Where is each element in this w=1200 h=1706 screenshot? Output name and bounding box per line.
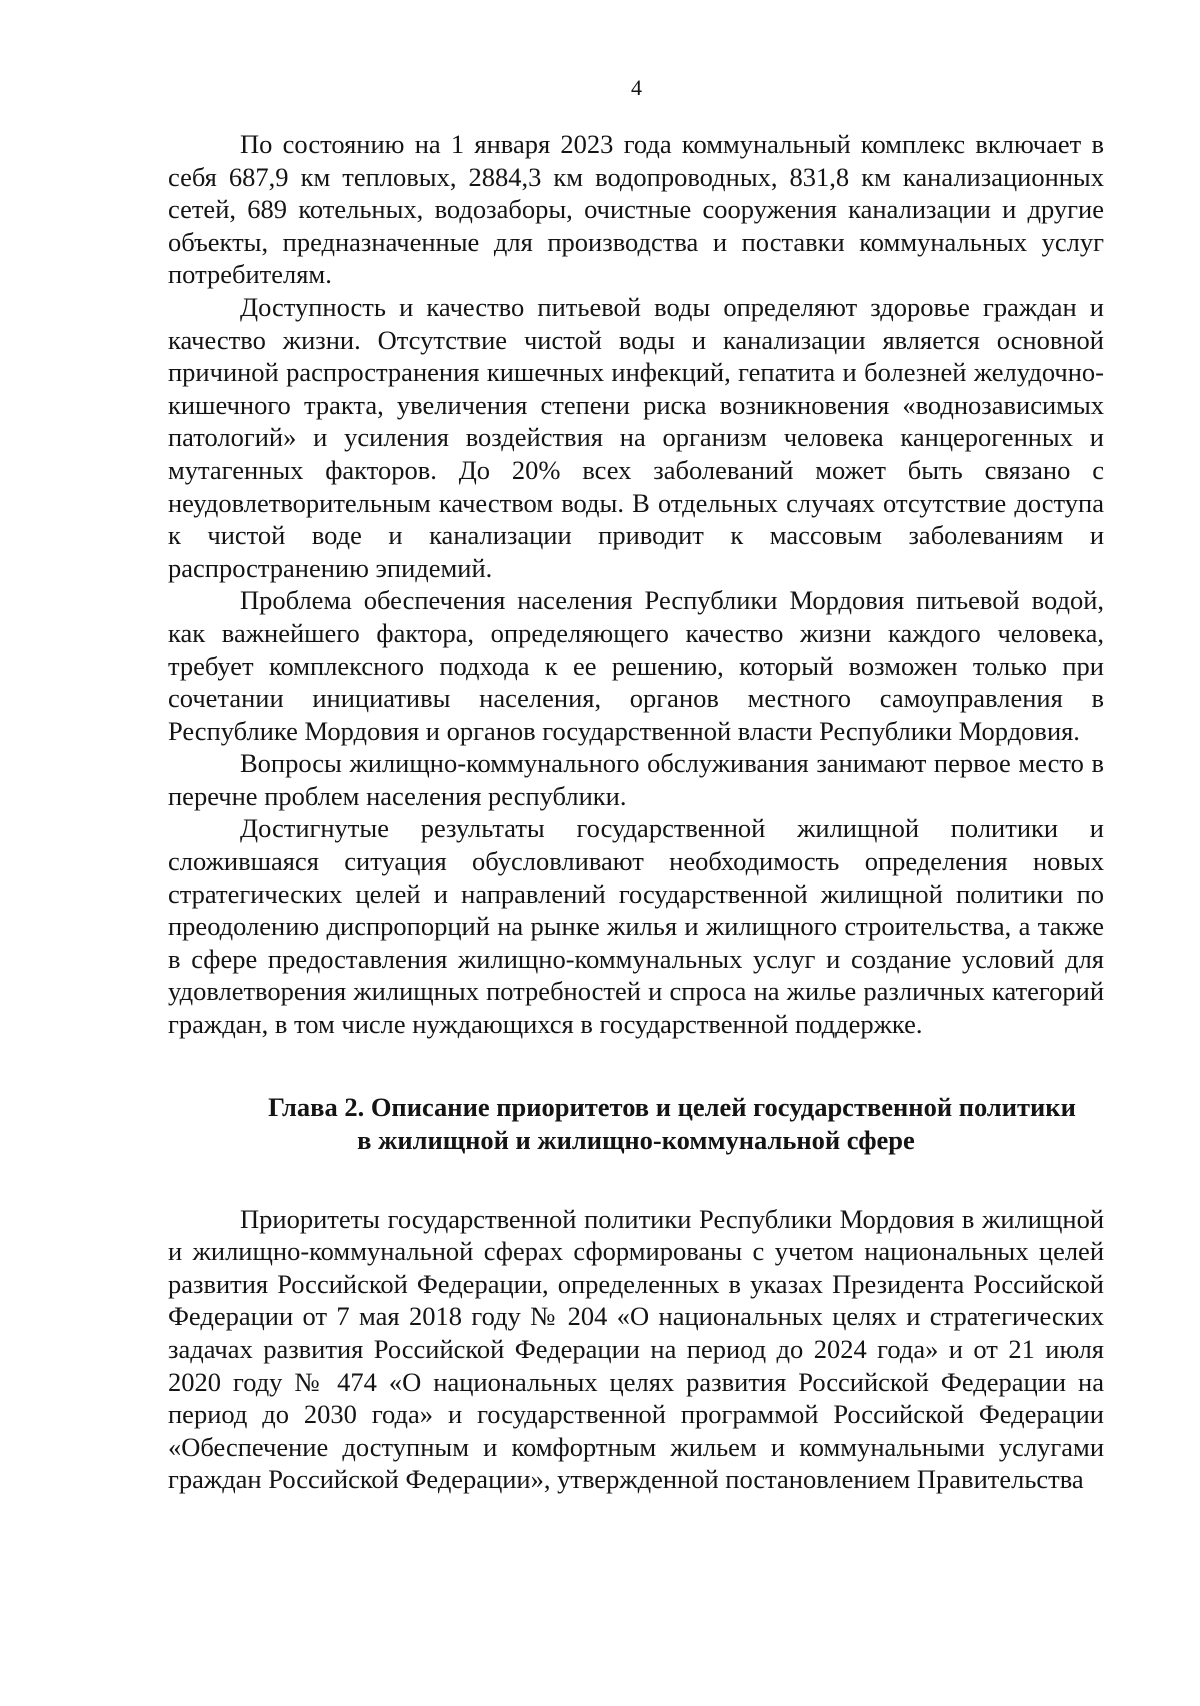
chapter-heading-line-2: в жилищной и жилищно-коммунальной сфере [357, 1124, 915, 1155]
chapter-heading [168, 1091, 1104, 1157]
paragraph-utility-complex: По состоянию на 1 января 2023 года коммунальный комплекс включает в себя 687,9 км тепловых, 2884,3 км водопроводных, 831,8 км канализационных сетей, 689 котельных, водозаборы, очистные сооружения канализации и другие объекты, предназначенные для производства и поставки коммунальных услуг потребителям. [168, 129, 1104, 290]
document-body [168, 128, 1104, 1496]
paragraph-water-supply-problem: Проблема обеспечения населения Республики Мордовия питьевой водой, как важнейшего фактора, определяющего качество жизни каждого человека, требует комплексного подхода к ее решению, который возможен только при сочетании инициативы населения, органов местного самоуправления в Республике Мордовия и органов государственной власти Республики Мордовия. [168, 585, 1104, 746]
paragraph-policy-priorities: Приоритеты государственной политики Республики Мордовия в жилищной и жилищно-коммунальной сферах сформированы с учетом национальных целей развития Российской Федерации, определенных в указах Президента Российской Федерации от 7 мая 2018 году № 204 «О национальных целях и стратегических задачах развития Российской Федерации на период до 2024 года» и от 21 июля 2020 году № 474 «О национальных целях развития Российской Федерации на период до 2030 года» и государственной программой Российской Федерации «Обеспечение доступным и комфортным жильем и коммунальными услугами граждан Российской Федерации», утвержденной постановлением Правительства [168, 1203, 1104, 1495]
paragraph-housing-services-issues: Вопросы жилищно-коммунального обслуживания занимают первое место в перечне проблем населения республики. [168, 748, 1104, 811]
page-number: 4 [631, 75, 642, 100]
chapter-heading-line-1: Глава 2. Описание приоритетов и целей государственной политики [268, 1091, 1076, 1122]
paragraph-housing-policy-results: Достигнутые результаты государственной жилищной политики и сложившаяся ситуация обусловливают необходимость определения новых стратегических целей и направлений государственной жилищной политики по преодолению диспропорций на рынке жилья и жилищного строительства, а также в сфере предоставления жилищно-коммунальных услуг и создание условий для удовлетворения жилищных потребностей и спроса на жилье различных категорий граждан, в том числе нуждающихся в государственной поддержке. [168, 813, 1104, 1040]
paragraph-drinking-water-quality: Доступность и качество питьевой воды определяют здоровье граждан и качество жизни. Отсутствие чистой воды и канализации является основной причиной распространения кишечных инфекций, гепатита и болезней желудочно-кишечного тракта, увеличения степени риска возникновения «воднозависимых патологий» и усиления воздействия на организм человека канцерогенных и мутагенных факторов. До 20% всех заболеваний может быть связано с неудовлетворительным качеством воды. В отдельных случаях отсутствие доступа к чистой воде и канализации приводит к массовым заболеваниям и распространению эпидемий. [168, 291, 1104, 583]
